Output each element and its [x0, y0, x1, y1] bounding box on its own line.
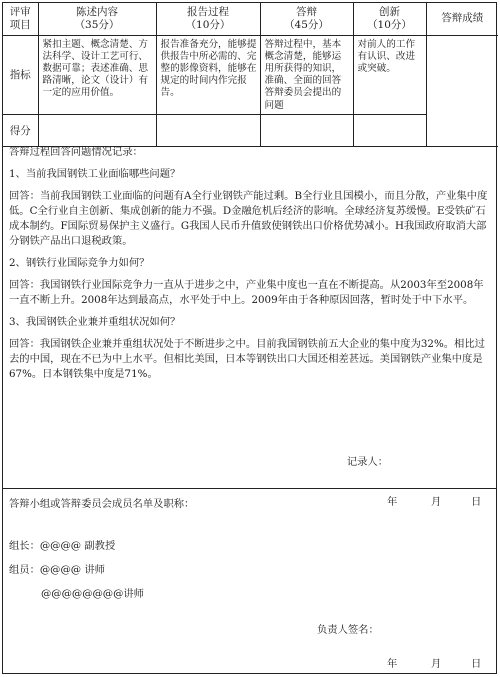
answer-1: 回答：当前我国钢铁工业面临的问题有A全行业钢铁产能过剩。B全行业且国模小，而且分散，产业集中度低。C全行业自主创新、集成创新的能力不强。D金融危机后经济的影响。全球经济复苏缓慢。E受铁矿石成本制约。F国际贸易保护主义盛行。G我国人民币升值致使钢铁出口价格优势减小。H我国政府取消大部分钢铁产品出口退税政策。 — [9, 190, 488, 247]
record-year: 年 — [387, 496, 398, 508]
table-header-row — [3, 3, 498, 35]
committee-member: 组员：@@@@ 讲师 — [9, 564, 105, 576]
header-innovation: 创新 （10分） — [353, 3, 426, 35]
indicator-process: 报告准备充分，能够提供报告中所必需的、完整的影像资料，能够在规定的时间内作完报告。 — [156, 35, 260, 114]
committee-leader: 组长：@@@@ 副教授 — [9, 540, 116, 552]
qa-title: 答辩过程回答问题情况记录： — [9, 146, 143, 158]
sign-month: 月 — [431, 658, 442, 670]
record-month: 月 — [431, 496, 442, 508]
record-day: 日 — [471, 496, 482, 508]
header-statement: 陈述内容 （35分） — [38, 3, 156, 35]
indicator-row — [3, 35, 498, 114]
recorder-label: 记录人： — [346, 456, 388, 468]
answer-3: 回答：我国钢铁企业兼并重组状况处于不断进步之中。目前我国钢铁前五大企业的集中度为32%。相比过去的中国，现在不已为中上水平。但相比美国，日本等钢铁出口大国还相差甚远。美国钢铁产业集中度是67%。日本钢铁集中度是71%。 — [9, 338, 485, 380]
defense-record-sheet — [2, 2, 497, 674]
committee-section — [3, 489, 496, 673]
committee-title: 答辩小组或答辩委员会成员名单及职称： — [9, 498, 195, 510]
question-2: 2、钢铁行业国际竞争力如何？ — [9, 257, 150, 269]
answer-2: 回答：我国钢铁行业国际竞争力一直从于进步之中，产业集中度也一直在不断提高。从2003年至2008年一直不断上升。2008年达到最高点，水平处于中上。2009年由于各种原因回落，暂时处于中下水平。 — [9, 279, 484, 306]
header-item: 评审 项目 — [3, 3, 38, 35]
indicator-defense: 答辩过程中，基本概念清楚，能够运用所获得的知识，准确、全面的回答答辩委员会提出的问题 — [260, 35, 353, 114]
sign-day: 日 — [471, 658, 482, 670]
indicator-label: 指标 — [3, 35, 38, 114]
indicator-statement: 紧扣主题、概念清楚、方法科学、设计工艺可行、数据可靠；表述准确、思路清晰，论文（设计）有一定的应用价值。 — [38, 35, 156, 114]
score-table — [3, 3, 498, 147]
indicator-innovation: 对前人的工作有认识、改进或突破。 — [353, 35, 426, 114]
header-process: 报告过程 （10分） — [156, 3, 260, 35]
signer-label: 负责人签名： — [317, 624, 379, 636]
question-3: 3、我国钢铁企业兼并重组状况如何？ — [9, 316, 181, 328]
sign-year: 年 — [387, 658, 398, 670]
header-score: 答辩成绩 — [426, 3, 498, 35]
committee-member-2: @@@@@@@@讲师 — [41, 588, 144, 600]
header-defense: 答辩 （45分） — [260, 3, 353, 35]
final-score-cell[interactable] — [426, 35, 498, 146]
score-label: 得分 — [3, 114, 38, 146]
question-1: 1、当前我国钢铁工业面临哪些问题？ — [9, 168, 181, 180]
